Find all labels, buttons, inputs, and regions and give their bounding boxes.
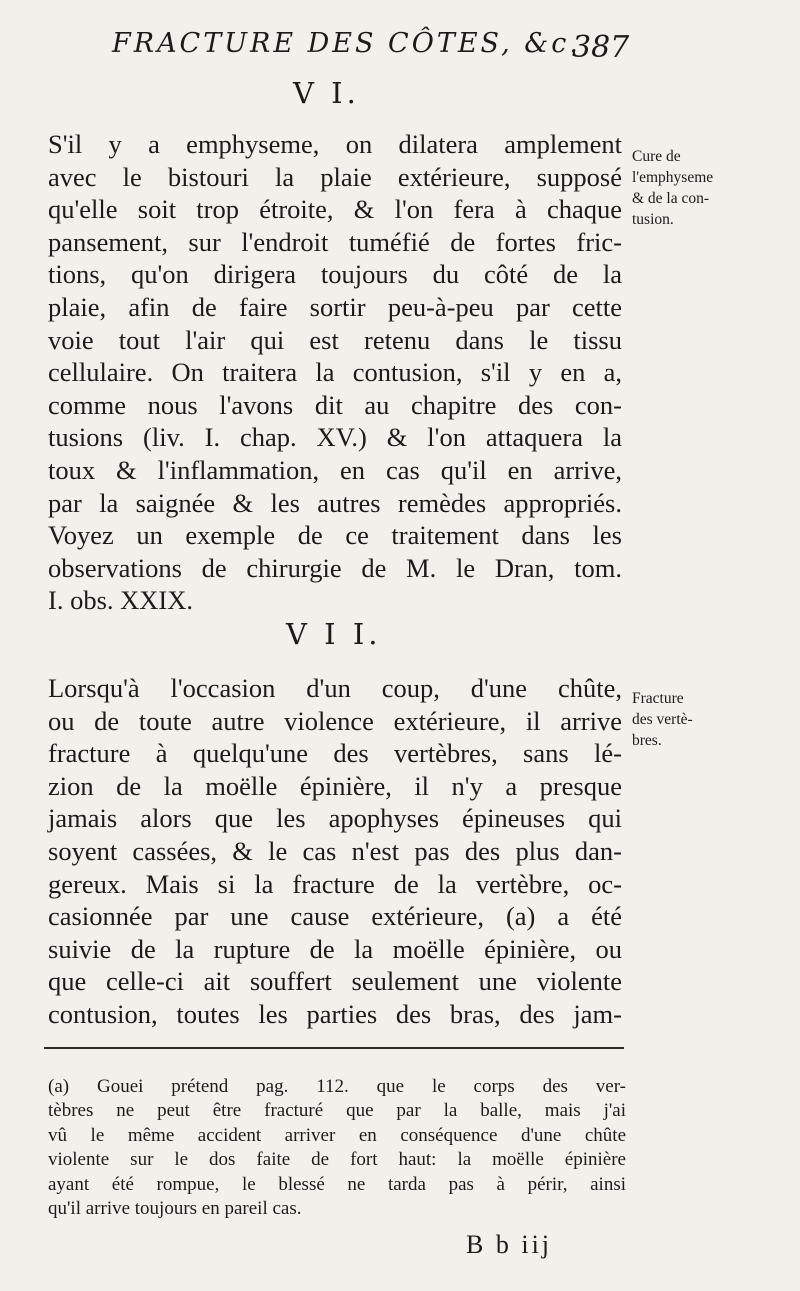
section-vii-paragraph [48,672,622,1031]
section-vi-paragraph [48,128,622,617]
section-heading-vii: V I I. [286,617,382,651]
footnote-line: qu'il arrive toujours en pareil cas. [48,1198,302,1220]
text-line: soyent cassées, & le cas n'est pas des plus dan- [48,835,622,866]
footnote-line: tèbres ne peut être fracturé que par la balle, mais j'ai [48,1100,626,1122]
text-line: contusion, toutes les parties des bras, des jam- [48,998,622,1029]
footnote-divider [44,1047,624,1049]
text-line: par la saignée & les autres remèdes appropriés. [48,487,622,518]
text-line: Voyez un exemple de ce traitement dans les [48,520,622,551]
margin-note-cure-emphyseme [632,146,782,230]
text-line: ou de toute autre violence extérieure, il arrive [48,705,622,736]
text-line: toux & l'inflammation, en cas qu'il en arrive, [48,454,622,485]
margin-note-line: des vertè- [632,711,693,728]
text-line: avec le bistouri la plaie extérieure, supposé [48,161,622,192]
text-line: jamais alors que les apophyses épineuses qui [48,803,622,834]
text-line: voie tout l'air qui est retenu dans le tissu [48,324,622,355]
text-line: plaie, afin de faire sortir peu-à-peu par cette [48,291,622,322]
text-line: qu'elle soit trop étroite, & l'on fera à chaque [48,194,622,225]
margin-note-line: bres. [632,732,662,749]
margin-note-line: l'emphyseme [632,169,714,186]
text-line: S'il y a emphyseme, on dilatera amplement [48,129,622,159]
margin-note-line: tusion. [632,211,674,228]
text-line: pansement, sur l'endroit tuméfié de fortes fric- [48,226,622,257]
text-line: zion de la moëlle épinière, il n'y a presque [48,770,622,801]
footnote [48,1075,626,1221]
text-line: cellulaire. On traitera la contusion, s'il y en a, [48,357,622,388]
text-line: suivie de la rupture de la moëlle épinière, ou [48,933,622,964]
signature-mark: B b iij [466,1230,553,1259]
running-head: FRACTURE DES CÔTES, &c. [112,28,581,59]
margin-note-line: & de la con- [632,190,710,207]
text-line: que celle-ci ait souffert seulement une violente [48,966,622,997]
text-line: I. obs. XXIX. [48,585,193,616]
footnote-line: ayant été rompue, le blessé ne tarda pas à périr, ainsi [48,1173,626,1195]
page-number: 387 [572,30,630,65]
text-line: casionnée par une cause extérieure, (a) a été [48,901,622,932]
text-line: tusions (liv. I. chap. XV.) & l'on attaquera la [48,422,622,453]
footnote-line: (a) Gouei prétend pag. 112. que le corps des ver- [48,1076,626,1097]
text-line: tions, qu'on dirigera toujours du côté de la [48,259,622,290]
footnote-line: violente sur le dos faite de fort haut: la moëlle épinière [48,1149,626,1171]
text-line: Lorsqu'à l'occasion d'un coup, d'une chûte, [48,673,622,703]
text-line: fracture à quelqu'une des vertèbres, sans lé- [48,738,622,769]
section-heading-vi: V I. [293,76,360,110]
text-line: observations de chirurgie de M. le Dran, tom. [48,552,622,583]
text-line: gereux. Mais si la fracture de la vertèbre, oc- [48,868,622,899]
margin-note-line: Fracture [632,690,684,707]
text-line: comme nous l'avons dit au chapitre des con- [48,389,622,420]
margin-note-fracture-vertebres [632,688,782,751]
footnote-line: vû le même accident arriver en conséquence d'une chûte [48,1124,626,1146]
margin-note-line: Cure de [632,148,681,165]
